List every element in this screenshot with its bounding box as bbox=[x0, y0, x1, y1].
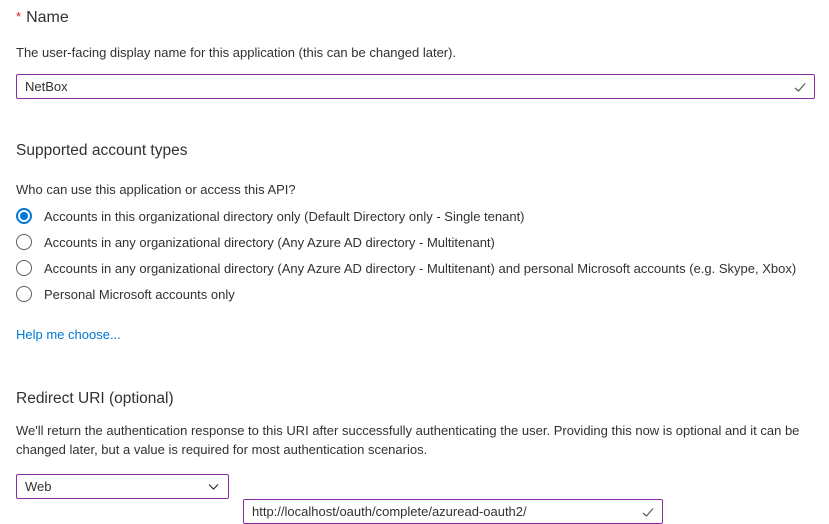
radio-button-icon[interactable] bbox=[16, 286, 32, 302]
account-types-question: Who can use this application or access this API? bbox=[16, 182, 296, 197]
radio-button-icon[interactable] bbox=[16, 208, 32, 224]
redirect-uri-input[interactable] bbox=[244, 500, 662, 523]
platform-select[interactable] bbox=[16, 474, 229, 499]
redirect-uri-description: We'll return the authentication response to this URI after successfully authenticating the user. Providing this now is optional and it can be changed later, but a value is required for most authentication scenarios. bbox=[16, 423, 800, 457]
redirect-uri-title: Redirect URI (optional) bbox=[16, 390, 174, 407]
name-section-header bbox=[16, 9, 69, 27]
required-asterisk: * bbox=[16, 9, 22, 24]
redirect-uri-input-container bbox=[243, 499, 663, 524]
radio-option-label: Accounts in this organizational directory only (Default Directory only - Single tenant) bbox=[44, 208, 525, 224]
check-icon bbox=[793, 80, 807, 94]
radio-option-label: Personal Microsoft accounts only bbox=[44, 286, 235, 302]
radio-option-label: Accounts in any organizational directory (Any Azure AD directory - Multitenant) bbox=[44, 234, 495, 250]
chevron-down-icon bbox=[207, 480, 220, 493]
help-me-choose-link[interactable]: Help me choose... bbox=[16, 327, 121, 342]
radio-option-multitenant-personal[interactable] bbox=[16, 258, 796, 278]
radio-option-multitenant[interactable] bbox=[16, 232, 495, 252]
platform-select-value: Web bbox=[25, 479, 52, 494]
name-label: Name bbox=[26, 9, 69, 26]
account-types-title: Supported account types bbox=[16, 142, 188, 159]
name-input[interactable] bbox=[17, 75, 814, 98]
radio-option-label: Accounts in any organizational directory (Any Azure AD directory - Multitenant) and personal Microsoft accounts (e.g. Skype, Xbox) bbox=[44, 260, 797, 276]
name-description: The user-facing display name for this application (this can be changed later). bbox=[16, 45, 457, 60]
radio-option-single-tenant[interactable] bbox=[16, 206, 525, 226]
name-input-container bbox=[16, 74, 815, 99]
radio-button-icon[interactable] bbox=[16, 234, 32, 250]
check-icon bbox=[641, 505, 655, 519]
radio-option-personal-only[interactable] bbox=[16, 284, 235, 304]
radio-button-icon[interactable] bbox=[16, 260, 32, 276]
